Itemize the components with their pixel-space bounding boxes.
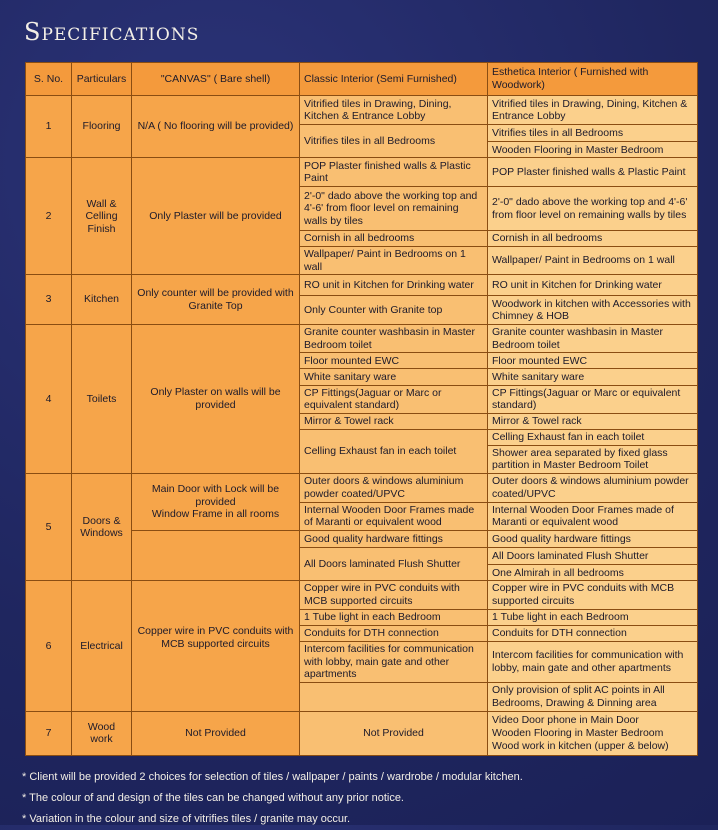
- esthetica-cell: Wallpaper/ Paint in Bedrooms on 1 wall: [488, 246, 698, 274]
- row-sno: 3: [26, 275, 72, 325]
- row-particular: Wall & Celling Finish: [72, 158, 132, 275]
- esthetica-cell: CP Fittings(Jaguar or Marc or equivalent standard): [488, 385, 698, 413]
- classic-cell: Copper wire in PVC conduits with MCB supported circuits: [300, 581, 488, 609]
- classic-cell: Vitrifies tiles in all Bedrooms: [300, 125, 488, 158]
- row-canvas: N/A ( No flooring will be provided): [132, 96, 300, 158]
- classic-cell: Good quality hardware fittings: [300, 531, 488, 548]
- classic-cell: CP Fittings(Jaguar or Marc or equivalent standard): [300, 385, 488, 413]
- classic-cell: Floor mounted EWC: [300, 353, 488, 369]
- classic-cell: White sanitary ware: [300, 369, 488, 385]
- row-canvas: Main Door with Lock will be provided Window Frame in all rooms: [132, 474, 300, 531]
- footnote: * Variation in the colour and size of vitrifies tiles / granite may occur.: [22, 813, 351, 825]
- esthetica-cell: Mirror & Towel rack: [488, 413, 698, 429]
- esthetica-cell: Outer doors & windows aluminium powder coated/UPVC: [488, 474, 698, 502]
- row-canvas: Not Provided: [132, 711, 300, 755]
- footnote: * Client will be provided 2 choices for selection of tiles / wallpaper / paints / wardrobe / modular kitchen.: [22, 771, 523, 783]
- esthetica-cell: Vitrifies tiles in all Bedrooms: [488, 125, 698, 142]
- header-classic: Classic Interior (Semi Furnished): [300, 63, 488, 96]
- esthetica-cell: 2'-0" dado above the working top and 4'-6' from floor level on remaining walls by tiles: [488, 186, 698, 230]
- esthetica-cell: 1 Tube light in each Bedroom: [488, 609, 698, 625]
- footnote: * The colour of and design of the tiles can be changed without any prior notice.: [22, 792, 404, 804]
- row-sno: 2: [26, 158, 72, 275]
- header-particulars: Particulars: [72, 63, 132, 96]
- row-canvas-empty: [132, 531, 300, 581]
- row-sno: 6: [26, 581, 72, 711]
- classic-cell: Not Provided: [300, 711, 488, 755]
- esthetica-cell: Granite counter washbasin in Master Bedroom toilet: [488, 324, 698, 352]
- esthetica-cell: RO unit in Kitchen for Drinking water: [488, 275, 698, 296]
- row-sno: 1: [26, 96, 72, 158]
- classic-cell: 2'-0" dado above the working top and 4'-6' from floor level on remaining walls by tiles: [300, 186, 488, 230]
- esthetica-cell: White sanitary ware: [488, 369, 698, 385]
- esthetica-cell: All Doors laminated Flush Shutter: [488, 548, 698, 565]
- esthetica-cell: Vitrified tiles in Drawing, Dining, Kitchen & Entrance Lobby: [488, 96, 698, 125]
- row-particular: Flooring: [72, 96, 132, 158]
- classic-cell: All Doors laminated Flush Shutter: [300, 548, 488, 581]
- esthetica-cell: Woodwork in kitchen with Accessories with Chimney & HOB: [488, 296, 698, 324]
- classic-cell: Conduits for DTH connection: [300, 625, 488, 641]
- header-sno: S. No.: [26, 63, 72, 96]
- classic-cell: POP Plaster finished walls & Plastic Paint: [300, 158, 488, 186]
- row-particular: Wood work: [72, 711, 132, 755]
- classic-cell: Intercom facilities for communication with lobby, main gate and other apartments: [300, 642, 488, 683]
- classic-cell: Celling Exhaust fan in each toilet: [300, 430, 488, 474]
- esthetica-cell: [488, 711, 698, 755]
- row-canvas: Only counter will be provided with Granite Top: [132, 275, 300, 325]
- esthetica-cell: POP Plaster finished walls & Plastic Paint: [488, 158, 698, 186]
- esthetica-cell: Conduits for DTH connection: [488, 625, 698, 641]
- esthetica-cell: Shower area separated by fixed glass partition in Master Bedroom Toilet: [488, 445, 698, 473]
- esthetica-cell: Wooden Flooring in Master Bedroom: [488, 142, 698, 158]
- esthetica-cell: Copper wire in PVC conduits with MCB supported circuits: [488, 581, 698, 609]
- esthetica-cell: Internal Wooden Door Frames made of Maranti or equivalent wood: [488, 502, 698, 530]
- row-particular: Doors & Windows: [72, 474, 132, 581]
- classic-cell: Mirror & Towel rack: [300, 413, 488, 429]
- row-sno: 5: [26, 474, 72, 581]
- esthetica-cell: One Almirah in all bedrooms: [488, 565, 698, 581]
- esthetica-cell: Intercom facilities for communication with lobby, main gate and other apartments: [488, 642, 698, 683]
- classic-cell: Internal Wooden Door Frames made of Maranti or equivalent wood: [300, 502, 488, 530]
- classic-cell: Wallpaper/ Paint in Bedrooms on 1 wall: [300, 246, 488, 274]
- esthetica-line: Wooden Flooring in Master Bedroom: [492, 726, 664, 739]
- footnotes: [22, 767, 712, 830]
- esthetica-cell: Only provision of split AC points in All Bedrooms, Drawing & Dinning area: [488, 683, 698, 711]
- row-particular: Toilets: [72, 324, 132, 473]
- row-particular: Kitchen: [72, 275, 132, 325]
- row-canvas: Only Plaster on walls will be provided: [132, 324, 300, 473]
- esthetica-line: Wood work in kitchen (upper & below): [492, 739, 669, 752]
- header-canvas: "CANVAS" ( Bare shell): [132, 63, 300, 96]
- specifications-table: [25, 62, 698, 756]
- esthetica-line: Video Door phone in Main Door: [492, 714, 639, 727]
- classic-cell-empty: [300, 683, 488, 711]
- classic-cell: Outer doors & windows aluminium powder coated/UPVC: [300, 474, 488, 502]
- row-canvas: Copper wire in PVC conduits with MCB supported circuits: [132, 581, 300, 711]
- row-sno: 4: [26, 324, 72, 473]
- header-esthetica: Esthetica Interior ( Furnished with Woodwork): [488, 63, 698, 96]
- esthetica-cell: Good quality hardware fittings: [488, 531, 698, 548]
- esthetica-cell: Floor mounted EWC: [488, 353, 698, 369]
- row-sno: 7: [26, 711, 72, 755]
- esthetica-cell: Cornish in all bedrooms: [488, 231, 698, 247]
- esthetica-cell: Celling Exhaust fan in each toilet: [488, 430, 698, 446]
- row-canvas: Only Plaster will be provided: [132, 158, 300, 275]
- classic-cell: 1 Tube light in each Bedroom: [300, 609, 488, 625]
- classic-cell: Granite counter washbasin in Master Bedroom toilet: [300, 324, 488, 352]
- classic-cell: Cornish in all bedrooms: [300, 231, 488, 247]
- classic-cell: Only Counter with Granite top: [300, 296, 488, 324]
- classic-cell: RO unit in Kitchen for Drinking water: [300, 275, 488, 296]
- page-title: Specifications: [24, 18, 200, 46]
- classic-cell: Vitrified tiles in Drawing, Dining, Kitchen & Entrance Lobby: [300, 96, 488, 125]
- row-particular: Electrical: [72, 581, 132, 711]
